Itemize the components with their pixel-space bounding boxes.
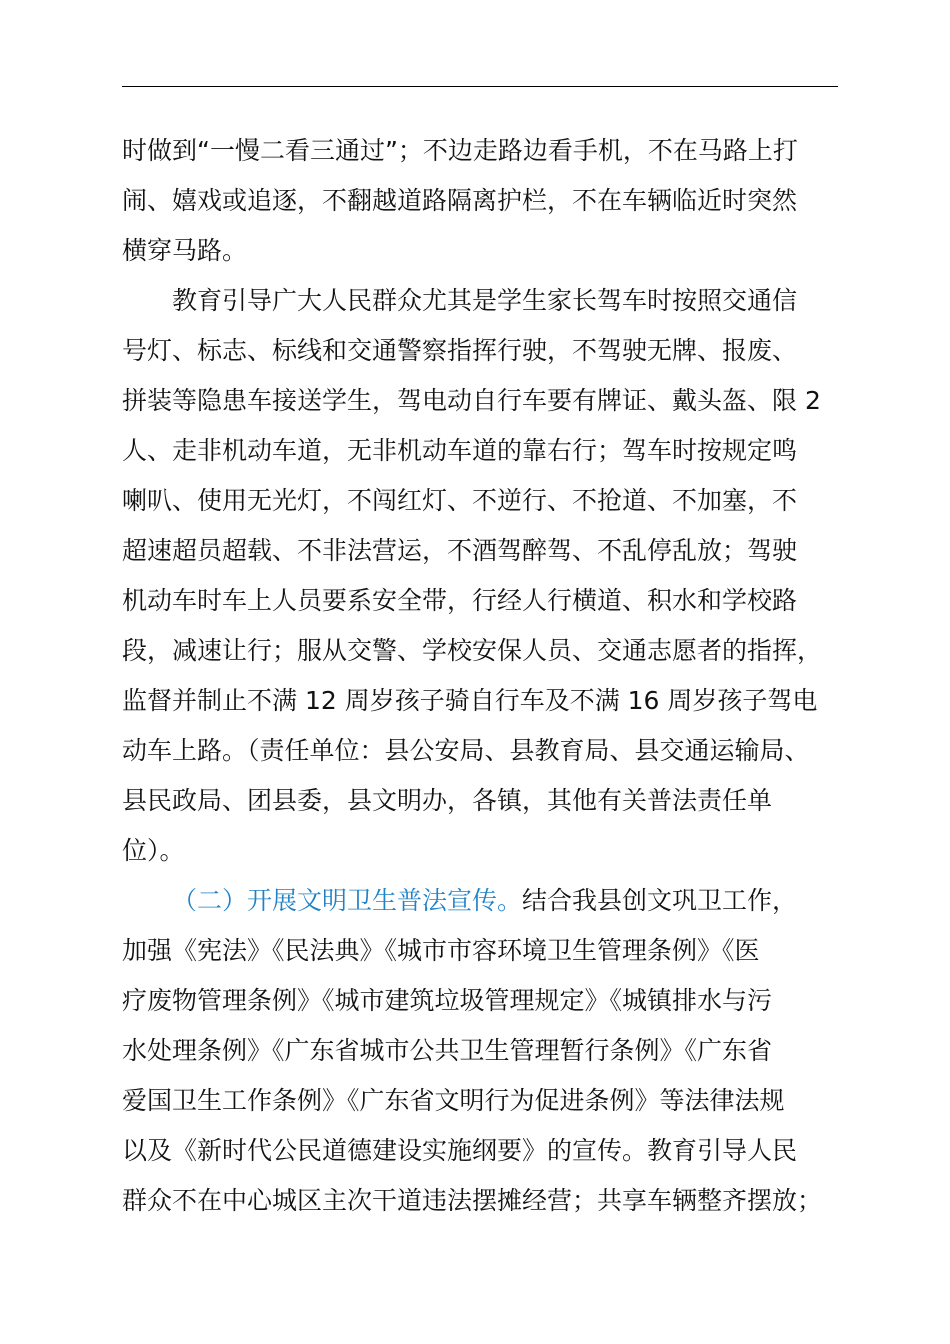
text-run: 结合我县创文巩卫工作， — [522, 886, 798, 915]
text-line: 位）。 — [122, 836, 185, 865]
text-line: 机动车时车上人员要系安全带，行经人行横道、积水和学校路 — [122, 586, 798, 615]
text-line: 横穿马路。 — [122, 236, 248, 265]
text-line: 人、走非机动车道，无非机动车道的靠右行；驾车时按规定鸣 — [122, 436, 798, 465]
text-line: 闹、嬉戏或追逐，不翻越道路隔离护栏，不在车辆临近时突然 — [122, 186, 798, 215]
text-line: 县民政局、团县委，县文明办，各镇，其他有关普法责任单 — [122, 786, 773, 815]
paragraph-1 — [122, 126, 882, 276]
paragraph-3 — [122, 876, 882, 1226]
section-heading: （二）开展文明卫生普法宣传。 — [172, 886, 523, 915]
text-line: 以及《新时代公民道德建设实施纲要》的宣传。教育引导人民 — [122, 1136, 798, 1165]
section-heading-line — [122, 876, 882, 926]
text-line: 加强《宪法》《民法典》《城市市容环境卫生管理条例》《医 — [122, 936, 760, 965]
text-line: 时做到“一慢二看三通过”；不边走路边看手机，不在马路上打 — [122, 136, 798, 165]
text-line: 群众不在中心城区主次干道违法摆摊经营；共享车辆整齐摆放； — [122, 1186, 823, 1215]
text-line: 号灯、标志、标线和交通警察指挥行驶，不驾驶无牌、报废、 — [122, 336, 798, 365]
document-body — [122, 126, 882, 1226]
text-line: 喇叭、使用无光灯，不闯红灯、不逆行、不抢道、不加塞，不 — [122, 486, 798, 515]
text-line: 超速超员超载、不非法营运，不酒驾醉驾、不乱停乱放；驾驶 — [122, 536, 798, 565]
header-rule — [122, 86, 838, 87]
text-line: 教育引导广大人民群众尤其是学生家长驾车时按照交通信 — [172, 286, 798, 315]
paragraph-2 — [122, 276, 882, 876]
text-line: 拼装等隐患车接送学生，驾电动自行车要有牌证、戴头盔、限 2 — [122, 386, 821, 415]
text-line: 动车上路。（责任单位：县公安局、县教育局、县交通运输局、 — [122, 736, 810, 765]
text-line: 段，减速让行；服从交警、学校安保人员、交通志愿者的指挥， — [122, 636, 823, 665]
text-line: 监督并制止不满 12 周岁孩子骑自行车及不满 16 周岁孩子驾电 — [122, 686, 818, 715]
text-line: 疗废物管理条例》《城市建筑垃圾管理规定》《城镇排水与污 — [122, 986, 773, 1015]
text-line: 水处理条例》《广东省城市公共卫生管理暂行条例》《广东省 — [122, 1036, 773, 1065]
text-line: 爱国卫生工作条例》《广东省文明行为促进条例》等法律法规 — [122, 1086, 785, 1115]
